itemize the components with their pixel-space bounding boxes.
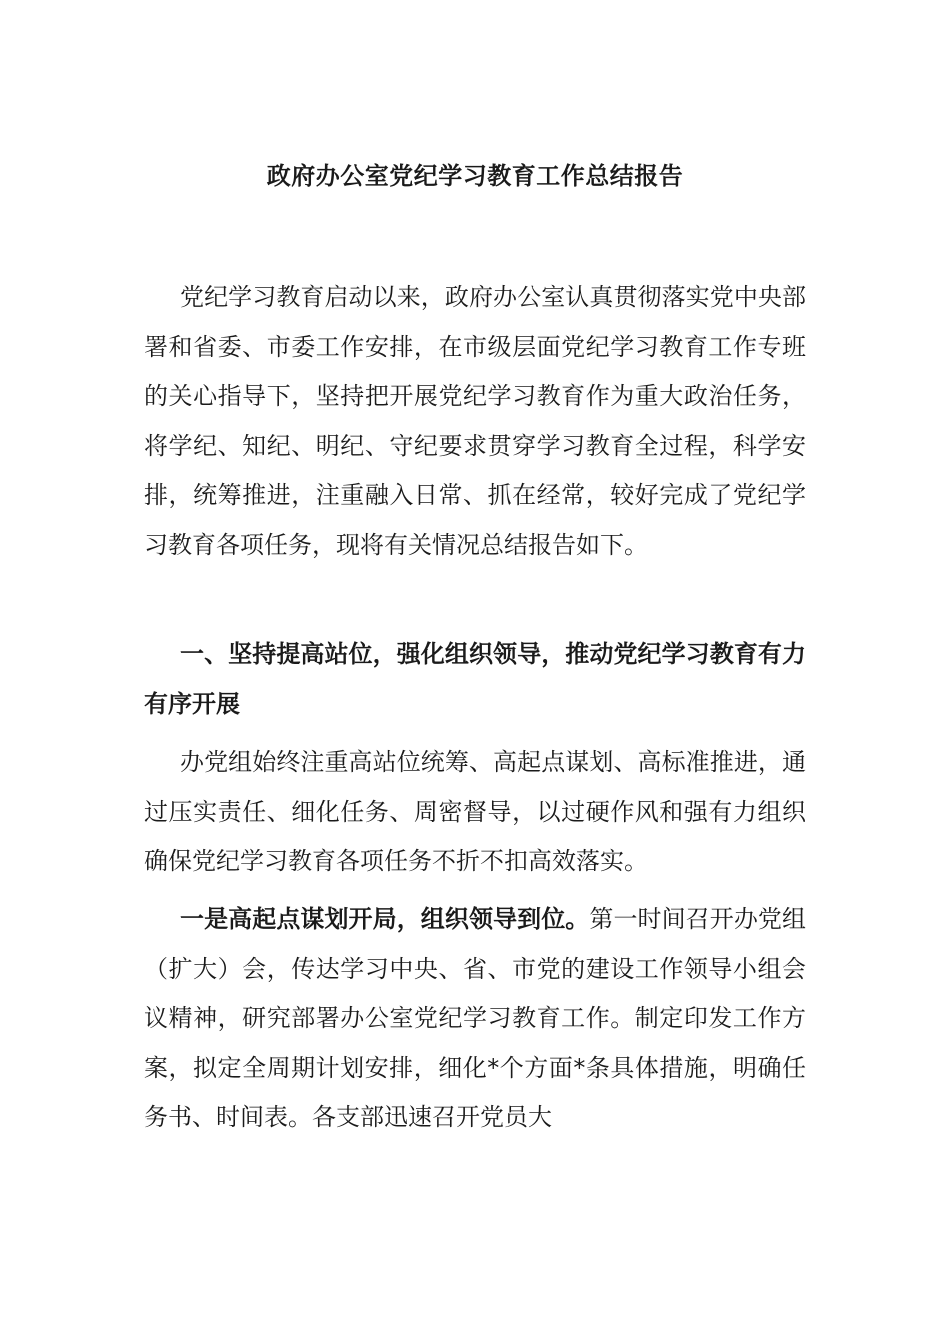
point-1-body-text: 第一时间召开办党组（扩大）会，传达学习中央、省、市党的建设工作领导小组会议精神，研究部署办公室党纪学习教育工作。制定印发工作方案，拟定全周期计划安排，细化*个方面*条具体措施，明确任务书、时间表。各支部迅速召开党员大 [144, 905, 806, 1132]
intro-paragraph: 党纪学习教育启动以来，政府办公室认真贯彻落实党中央部署和省委、市委工作安排，在市级层面党纪学习教育工作专班的关心指导下，坚持把开展党纪学习教育作为重大政治任务，将学纪、知纪、明纪、守纪要求贯穿学习教育全过程，科学安排，统筹推进，注重融入日常、抓在经常，较好完成了党纪学习教育各项任务，现将有关情况总结报告如下。 [144, 283, 806, 559]
section-1-point-1-paragraph [144, 895, 806, 1143]
point-1-lead-sentence: 一是高起点谋划开局，组织领导到位。 [180, 905, 590, 933]
document-title: 政府办公室党纪学习教育工作总结报告 [266, 162, 684, 190]
section-heading-1: 一、坚持提高站位，强化组织领导，推动党纪学习教育有力有序开展 [144, 640, 806, 718]
section-1-paragraph: 办党组始终注重高站位统筹、高起点谋划、高标准推进，通过压实责任、细化任务、周密督导，以过硬作风和强有力组织确保党纪学习教育各项任务不折不扣高效落实。 [144, 748, 806, 876]
